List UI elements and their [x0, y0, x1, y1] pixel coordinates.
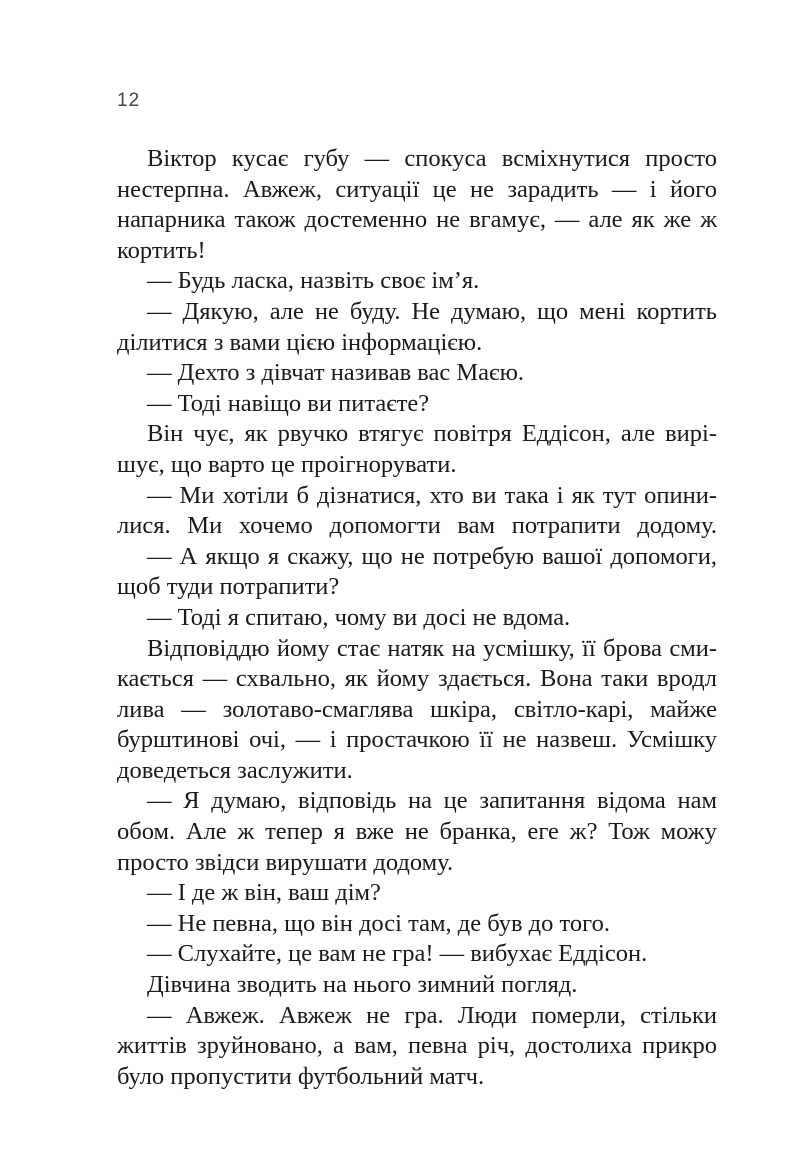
text-line: Дівчина зводить на нього зимний погляд.: [147, 971, 578, 999]
text-line: напарника також достеменно не вгамує, — але як же ж: [117, 206, 717, 234]
text-line: — Дехто з дівчат називав вас Маєю.: [147, 359, 524, 387]
text-line: — Тоді навіщо ви питаєте?: [147, 389, 430, 417]
text-line: просто звідси вирушати додому.: [117, 848, 454, 876]
text-line: Він чує, як рвучко втягує повітря Еддісон, але вирі-: [147, 420, 717, 448]
text-line: — Не певна, що він досі там, де був до того.: [147, 909, 610, 937]
text-line: — Ми хотіли б дізнатися, хто ви така і як тут опини-: [147, 481, 717, 509]
text-line: бурштинові очі, — і простачкою її не назвеш. Усмішку: [117, 726, 717, 754]
text-line: було пропустити футбольний матч.: [117, 1062, 485, 1090]
text-line: шує, що варто це проігнорувати.: [117, 450, 457, 478]
page-number: 12: [117, 90, 141, 111]
text-line: кортить!: [117, 236, 206, 264]
text-line: лися. Ми хочемо допомогти вам потрапити додому.: [117, 512, 717, 540]
text-line: — Я думаю, відповідь на це запитання відома нам: [147, 787, 717, 815]
text-line: — Авжеж. Авжеж не гра. Люди померли, стільки: [147, 1001, 717, 1029]
text-line: — Будь ласка, назвіть своє ім’я.: [147, 267, 480, 295]
text-line: — Слухайте, це вам не гра! — вибухає Еддісон.: [147, 940, 648, 968]
text-line: — Дякую, але не буду. Не думаю, що мені кортить: [147, 297, 717, 325]
text-line: лива — золотаво-смаглява шкіра, світло-карі, майже: [117, 695, 717, 723]
text-line: кається — схвально, як йому здається. Вона таки вродл: [117, 665, 717, 693]
text-line: життів зруйновано, а вам, певна річ, достолиха прикро: [117, 1032, 717, 1060]
text-line: — І де ж він, ваш дім?: [147, 879, 381, 907]
text-line: доведеться заслужити.: [117, 756, 353, 784]
text-line: ділитися з вами цією інформацією.: [117, 328, 483, 356]
text-line: Віктор кусає губу — спокуса всміхнутися просто: [147, 145, 717, 172]
text-line: Відповіддю йому стає натяк на усмішку, її брова сми-: [147, 634, 717, 662]
text-line: обом. Але ж тепер я вже не бранка, еге ж? Тож можу: [117, 818, 717, 846]
text-line: — Тоді я спитаю, чому ви досі не вдома.: [147, 603, 571, 631]
body-text: [117, 144, 717, 1092]
text-line: щоб туди потрапити?: [117, 573, 340, 601]
text-line: нестерпна. Авжеж, ситуації це не зарадить — і його: [117, 175, 717, 203]
text-line: — А якщо я скажу, що не потребую вашої допомоги,: [147, 542, 717, 570]
